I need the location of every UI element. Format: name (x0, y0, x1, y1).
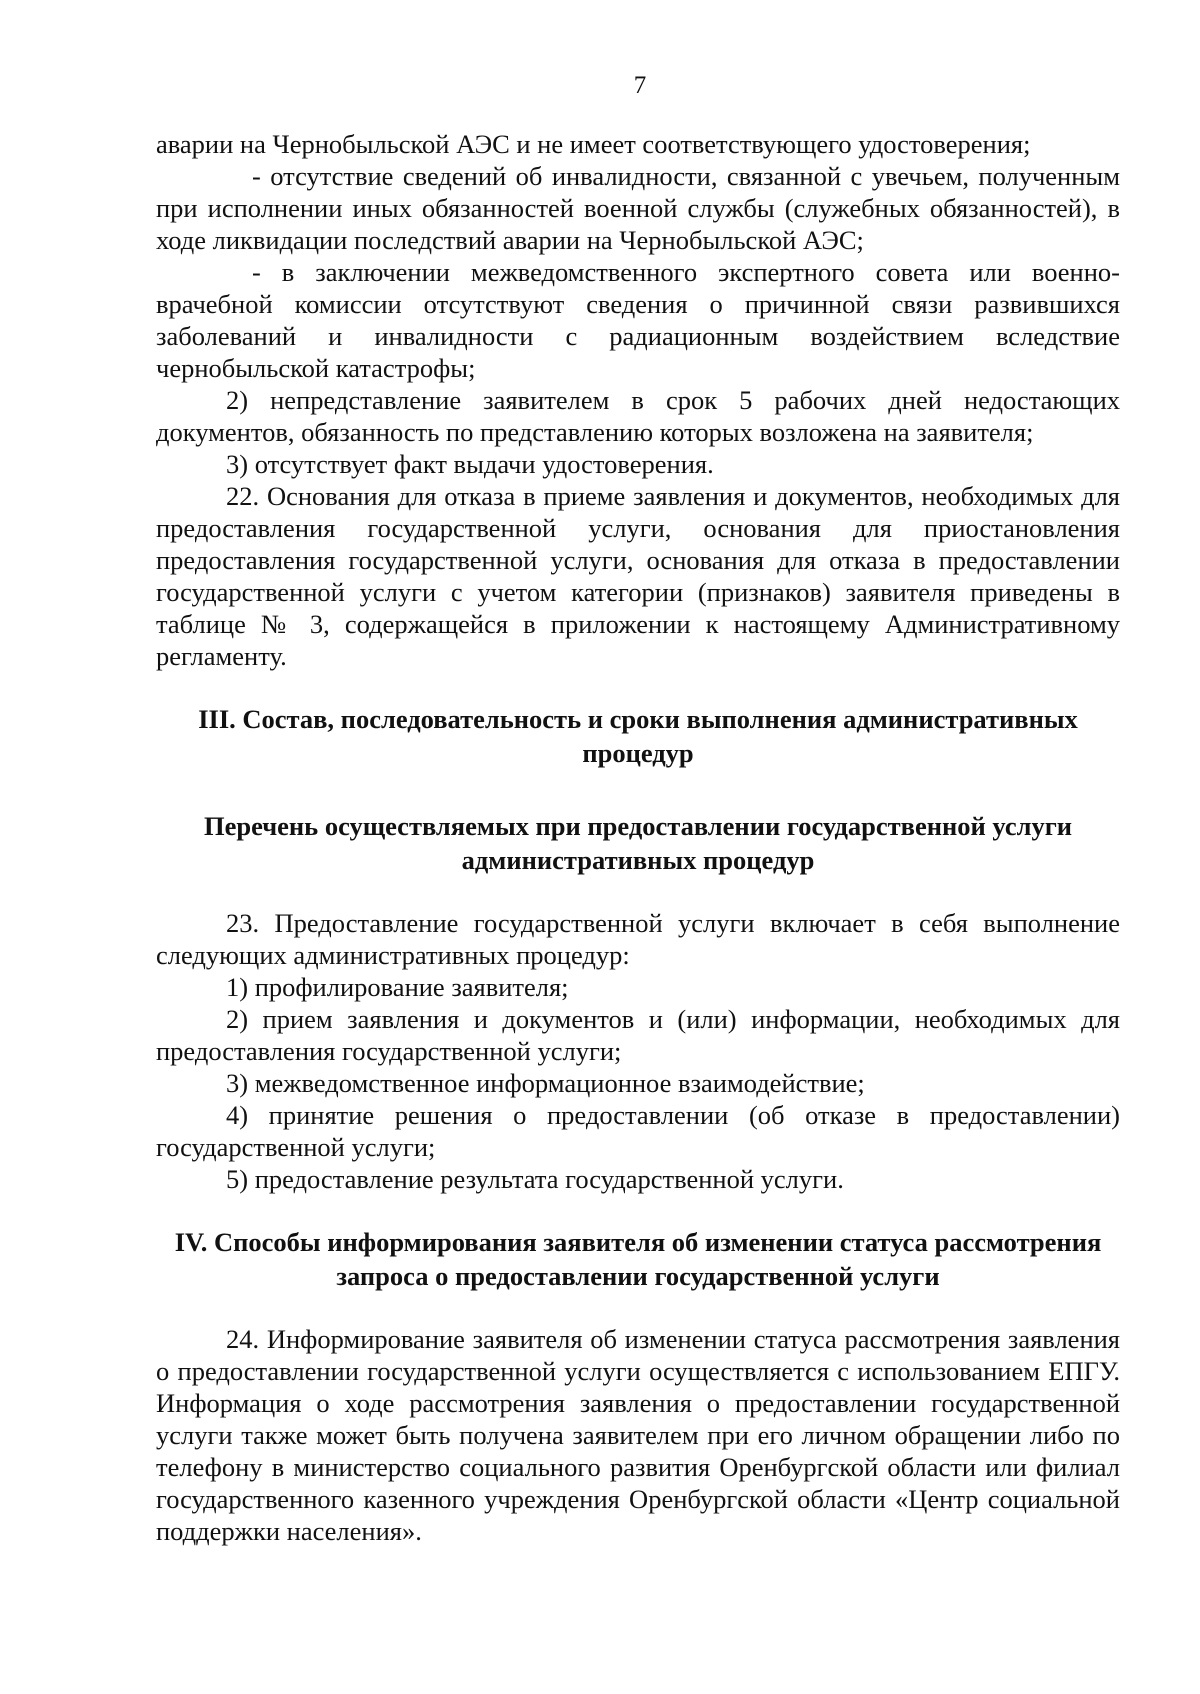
paragraph-22: 22. Основания для отказа в приеме заявления и документов, необходимых для предоставления государственной услуги, основания для приостановления предоставления государственной услуги, основания для отказа в предоставлении государственной услуги с учетом категории (признаков) заявителя приведены в таблице № 3, содержащейся в приложении к настоящему Административному регламенту. (156, 481, 1120, 671)
list-item-1: 1) профилирование заявителя; (226, 972, 569, 1002)
paragraph-24: 24. Информирование заявителя об изменении статуса рассмотрения заявления о предоставлении государственной услуги осуществляется с использованием ЕПГУ. Информация о ходе рассмотрения заявления о предоставлении государственной услуги также может быть получена заявителем при его личном обращении либо по телефону в министерство социального развития Оренбургской области или филиал государственного казенного учреждения Оренбургской области «Центр социальной поддержки населения». (156, 1324, 1120, 1546)
paragraph-expert-council: - в заключении межведомственного экспертного совета или военно-врачебной комиссии отсутствуют сведения о причинной связи развившихся заболеваний и инвалидности с радиационным воздействием вследствие чернобыльской катастрофы; (156, 257, 1120, 383)
list-item-4: 4) принятие решения о предоставлении (об отказе в предоставлении) государственной услуги; (156, 1100, 1120, 1162)
document-body (156, 128, 1120, 1547)
list-item-3: 3) межведомственное информационное взаимодействие; (226, 1068, 865, 1098)
section-heading-4: IV. Способы информирования заявителя об изменении статуса рассмотрения запроса о предоставлении государственной услуги (174, 1227, 1102, 1291)
paragraph-item-2: 2) непредставление заявителем в срок 5 рабочих дней недостающих документов, обязанность по представлению которых возложена на заявителя; (156, 385, 1120, 447)
paragraph-no-disability-info: - отсутствие сведений об инвалидности, связанной с увечьем, полученным при исполнении иных обязанностей военной службы (служебных обязанностей), в ходе ликвидации последствий аварии на Чернобыльской АЭС; (156, 161, 1120, 255)
page-number: 7 (633, 72, 647, 99)
section-heading-3: III. Состав, последовательность и сроки выполнения административных процедур (198, 704, 1078, 768)
list-item-2: 2) прием заявления и документов и (или) информации, необходимых для предоставления государственной услуги; (156, 1004, 1120, 1066)
paragraph-aes-certificate: аварии на Чернобыльской АЭС и не имеет соответствующего удостоверения; (156, 129, 1031, 159)
paragraph-item-3: 3) отсутствует факт выдачи удостоверения. (226, 449, 714, 479)
subsection-heading-procedures: Перечень осуществляемых при предоставлении государственной услуги административных процедур (203, 811, 1073, 875)
paragraph-23: 23. Предоставление государственной услуги включает в себя выполнение следующих административных процедур: (156, 908, 1120, 970)
list-item-5: 5) предоставление результата государственной услуги. (226, 1164, 844, 1194)
